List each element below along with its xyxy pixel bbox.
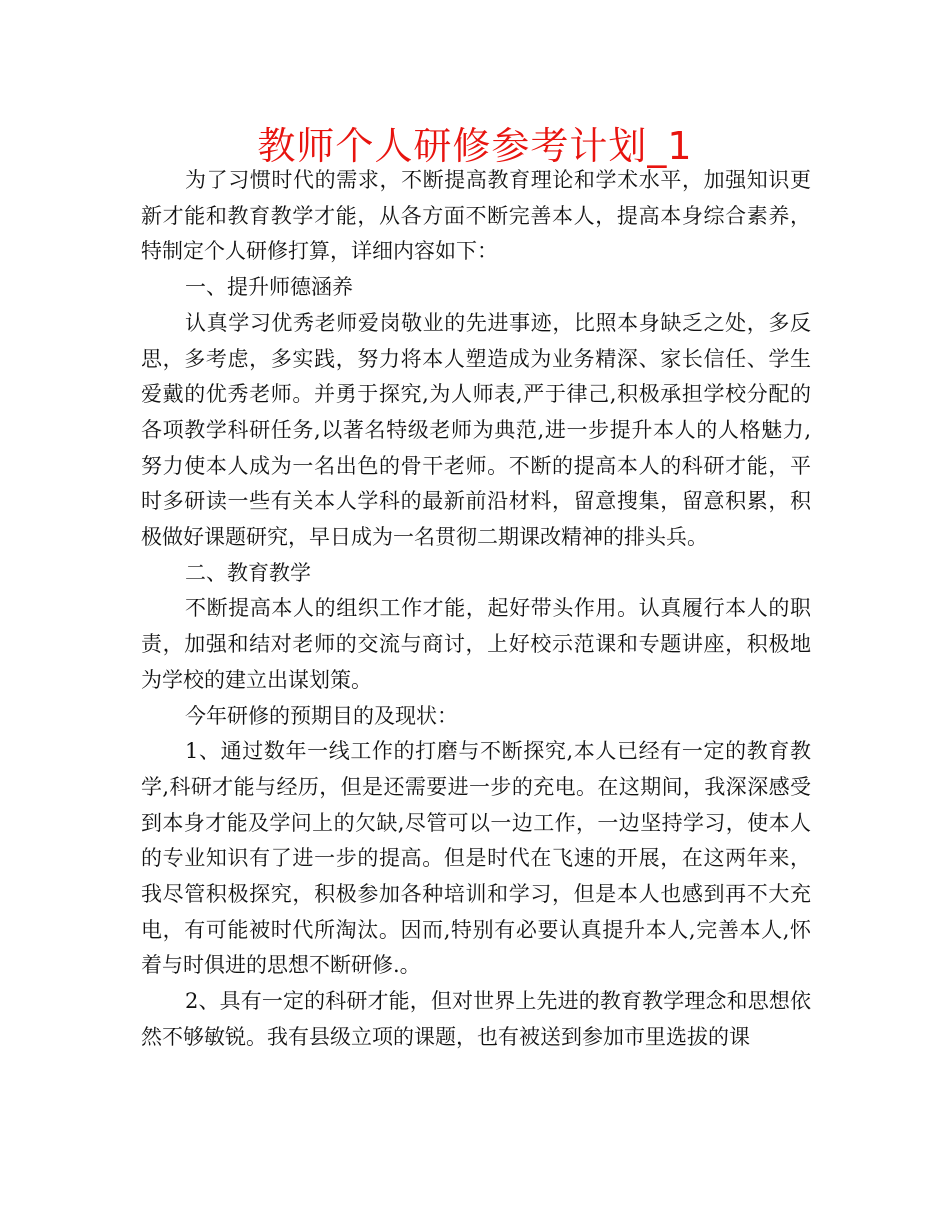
goals-heading: 今年研修的预期目的及现状： [185,703,458,728]
ethics-paragraph: 认真学习优秀老师爱岗敬业的先进事迹，比照本身缺乏之处，多反思，多考虑，多实践，努力将本人塑造成为业务精深、家长信任、学生爱戴的优秀老师。并勇于探究,为人师表,严于律己,积极承担学校分配的各项教学科研任务,以著名特级老师为典范,进一步提升本人的人格魅力,努力使本人成为一名出色的骨干老师。不断的提高本人的科研才能，平时多研读一些有关本人学科的最新前沿材料，留意搜集，留意积累，积极做好课题研究，早日成为一名贯彻二期课改精神的排头兵。 [141,310,811,550]
section-heading-ethics: 一、提升师德涵养 [185,275,353,300]
goal-item-1: 1、通过数年一线工作的打磨与不断探究,本人已经有一定的教育教学,科研才能与经历，但是还需要进一步的充电。在这期间，我深深感受到本身才能及学问上的欠缺,尽管可以一边工作，一边坚持学习，使本人的专业知识有了进一步的提高。但是时代在飞速的开展，在这两年来，我尽管积极探究，积极参加各种培训和学习，但是本人也感到再不大充电，有可能被时代所淘汰。因而,特别有必要认真提升本人,完善本人,怀着与时俱进的思想不断研修.。 [141,739,811,978]
document-title: 教师个人研修参考计划_1 [257,124,693,168]
intro-paragraph: 为了习惯时代的需求，不断提高教育理论和学术水平，加强知识更新才能和教育教学才能，从各方面不断完善本人，提高本身综合素养，特制定个人研修打算，详细内容如下： [141,168,811,264]
document-body [141,163,811,1056]
section-heading-teaching: 二、教育教学 [185,560,311,585]
teaching-paragraph: 不断提高本人的组织工作才能，起好带头作用。认真履行本人的职责，加强和结对老师的交流与商讨，上好校示范课和专题讲座，积极地为学校的建立出谋划策。 [141,596,811,692]
goal-item-2: 2、具有一定的科研才能，但对世界上先进的教育教学理念和思想依然不够敏锐。我有县级立项的课题，也有被送到参加市里选拔的课 [141,989,811,1049]
